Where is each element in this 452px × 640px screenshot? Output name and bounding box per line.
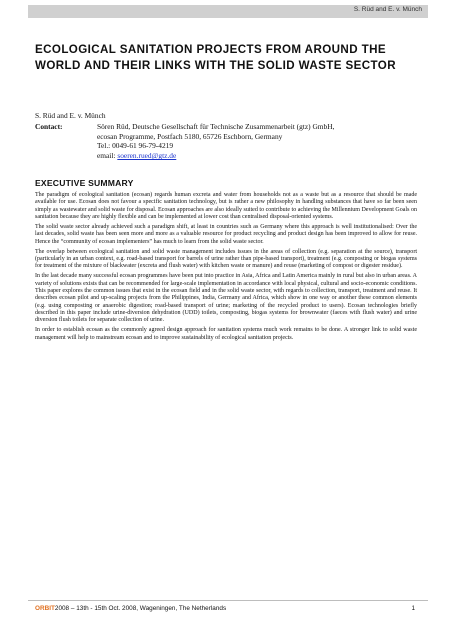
executive-summary-body [35, 192, 417, 345]
summary-paragraph: The overlap between ecological sanitation and solid waste management includes issues in the areas of collection (e.g. separation at the source), transport (particularly in an urban context, e.g. road-based transport for barrels of urine rather than pipe-based transport), treatment (e.g. composting or biogas systems for treatment of the mixture of blackwater (excreta and flush water) with kitchen waste or manure) and reuse (marketing of compost or digester residue). [35, 248, 417, 270]
page-footer [35, 605, 415, 612]
page-number: 1 [411, 605, 415, 612]
footer-divider [28, 600, 428, 601]
author-line: S. Rüd and E. v. Münch [35, 111, 106, 120]
running-header-bar [28, 5, 428, 18]
paper-title: ECOLOGICAL SANITATION PROJECTS FROM AROUND THE WORLD AND THEIR LINKS WITH THE SOLID WASTE SECTOR [35, 43, 396, 72]
summary-paragraph: In the last decade many successful ecosan programmes have been put into practice in Asia, Africa and Latin America mainly in rural but also in urban areas. A variety of solutions exists that can be recommended for large-scale implementation in accordance with local physical, cultural and socio-economic conditions. This paper explores the common issues that exist in the ecosan field and in the solid waste sector, with regards to collection, transport, treatment and reuse. It describes ecosan pilot and up-scaling projects from the Philippines, India, Germany and Africa, which show in one way or another these common elements (e.g. using composting or anaerobic digestion; road-based transport of urine; marketing of the recycled product to users). Ecosan technologies briefly described in this paper include urine-diversion dehydration (UDD) toilets, composting, biogas systems for brownwater (faeces with flush water) and urine diversion flush toilets for separate collection of urine. [35, 273, 417, 324]
running-header-authors: S. Rüd and E. v. Münch [353, 6, 422, 13]
conference-brand: ORBIT [35, 605, 55, 612]
email-link[interactable]: soeren.rued@gtz.de [117, 151, 177, 161]
summary-paragraph: In order to establish ecosan as the commonly agreed design approach for sanitation systems much work remains to be done. A stronger link to solid waste management will help to mainstream ecosan and to improve sustainability of ecological sanitation projects. [35, 327, 417, 341]
conference-info: 2008 – 13th - 15th Oct. 2008, Wageningen, The Netherlands [54, 605, 227, 612]
contact-block [35, 122, 415, 161]
contact-phone: Tel.: 0049-61 96-79-4219 [97, 141, 174, 151]
summary-paragraph: The solid waste sector already achieved such a paradigm shift, at least in countries such as Germany where this approach is well institutionalised: Over the last decades, solid waste has been seen more and more as a valuable resource for product recycling and product design has been improved to allow for reuse. Hence the “community of ecosan implementers” has much to learn from the solid waste sector. [35, 223, 417, 245]
contact-affiliation: Sören Rüd, Deutsche Gesellschaft für Technische Zusammenarbeit (gtz) GmbH, [97, 122, 335, 131]
section-heading-executive-summary: EXECUTIVE SUMMARY [35, 178, 134, 188]
contact-address: ecosan Programme, Postfach 5180, 65726 Eschborn, Germany [97, 131, 283, 141]
contact-details [97, 122, 415, 161]
summary-paragraph: The paradigm of ecological sanitation (ecosan) regards human excreta and water from households not as a waste but as a resource that should be made available for use. Ecosan does not favour a specific sanitation technology, but is rather a new philosophy in handling substances that have so far been seen simply as wastewater and solid waste for disposal. Ecosan approaches are also ideally suited to contribute to achieving the Millennium Development Goals on sanitation because they are highly flexible and can be implemented at lower cost than centralised disposal-oriented systems. [35, 192, 417, 221]
contact-email-line [97, 151, 415, 161]
email-label: email: [97, 151, 116, 161]
contact-label: Contact: [35, 122, 63, 131]
